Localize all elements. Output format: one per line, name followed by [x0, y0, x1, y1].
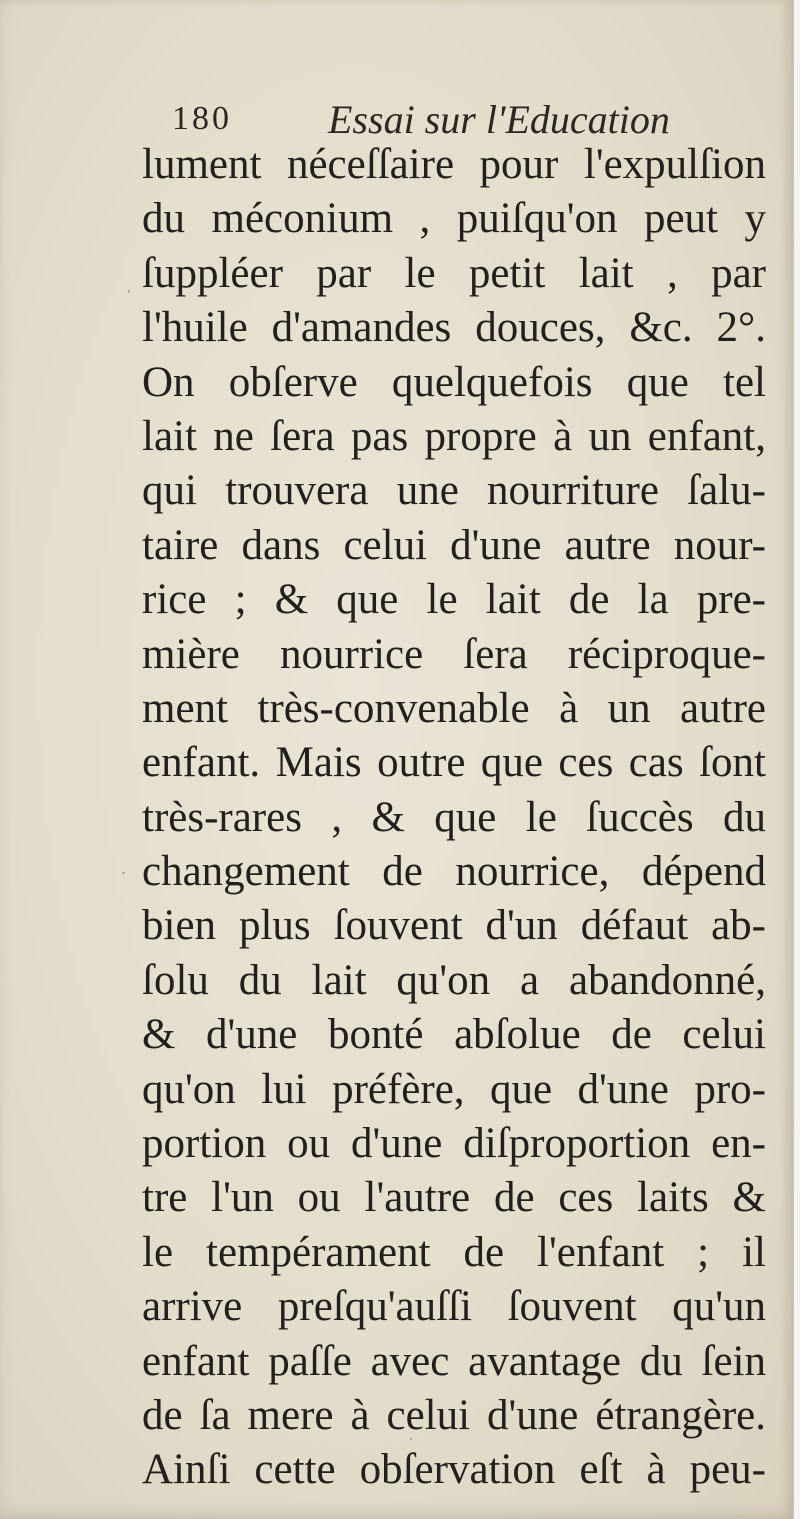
text-line: lait ne ſera pas propre à un enfant, [142, 412, 766, 460]
text-line: de ſa mere à celui d'une étrangère. [142, 1391, 766, 1439]
running-title: Essai sur l'Education [328, 97, 670, 142]
text-line: ſolu du lait qu'on a abandonné, [142, 956, 766, 1004]
text-line: Ainſi cette obſervation eſt à peu- [142, 1446, 766, 1494]
text-line: bien plus ſouvent d'un défaut ab- [142, 902, 766, 950]
paper-speck [410, 1438, 412, 1440]
text-line: arrive preſqu'auſſi ſouvent qu'un [142, 1283, 766, 1331]
text-line: ſuppléer par le petit lait , par [142, 249, 766, 297]
text-line: enfant. Mais outre que ces cas ſont [142, 739, 766, 787]
text-line: tre l'un ou l'autre de ces laits & [142, 1174, 766, 1222]
text-line: ment très-convenable à un autre [142, 684, 766, 732]
text-line: qui trouvera une nourriture ſalu- [142, 467, 766, 515]
text-line: portion ou d'une diſproportion en- [142, 1120, 766, 1168]
text-line: rice ; & que le lait de la pre- [142, 576, 766, 624]
paper-speck [128, 290, 130, 293]
text-line: lument néceſſaire pour l'expulſion [142, 141, 766, 188]
text-line: qu'on lui préfère, que d'une pro- [142, 1065, 766, 1113]
text-line: du méconium , puiſqu'on peut y [142, 195, 766, 243]
text-line: l'huile d'amandes douces, &c. 2°. [142, 304, 766, 352]
text-line: changement de nourrice, dépend [142, 848, 766, 896]
text-line: On obſerve quelquefois que tel [142, 358, 766, 406]
text-line: mière nourrice ſera réciproque- [142, 630, 766, 678]
paper-speck [122, 872, 125, 874]
text-line: le tempérament de l'enfant ; il [142, 1228, 766, 1276]
text-line: taire dans celui d'une autre nour- [142, 521, 766, 569]
text-line: & d'une bonté abſolue de celui [142, 1011, 766, 1059]
running-head [160, 94, 720, 140]
text-line: enfant paſſe avec avantage du ſein [142, 1337, 766, 1385]
body-text [142, 138, 766, 1498]
page-number: 180 [172, 100, 232, 137]
page-edge [793, 0, 800, 1519]
text-line: très-rares , & que le ſuccès du [142, 793, 766, 841]
